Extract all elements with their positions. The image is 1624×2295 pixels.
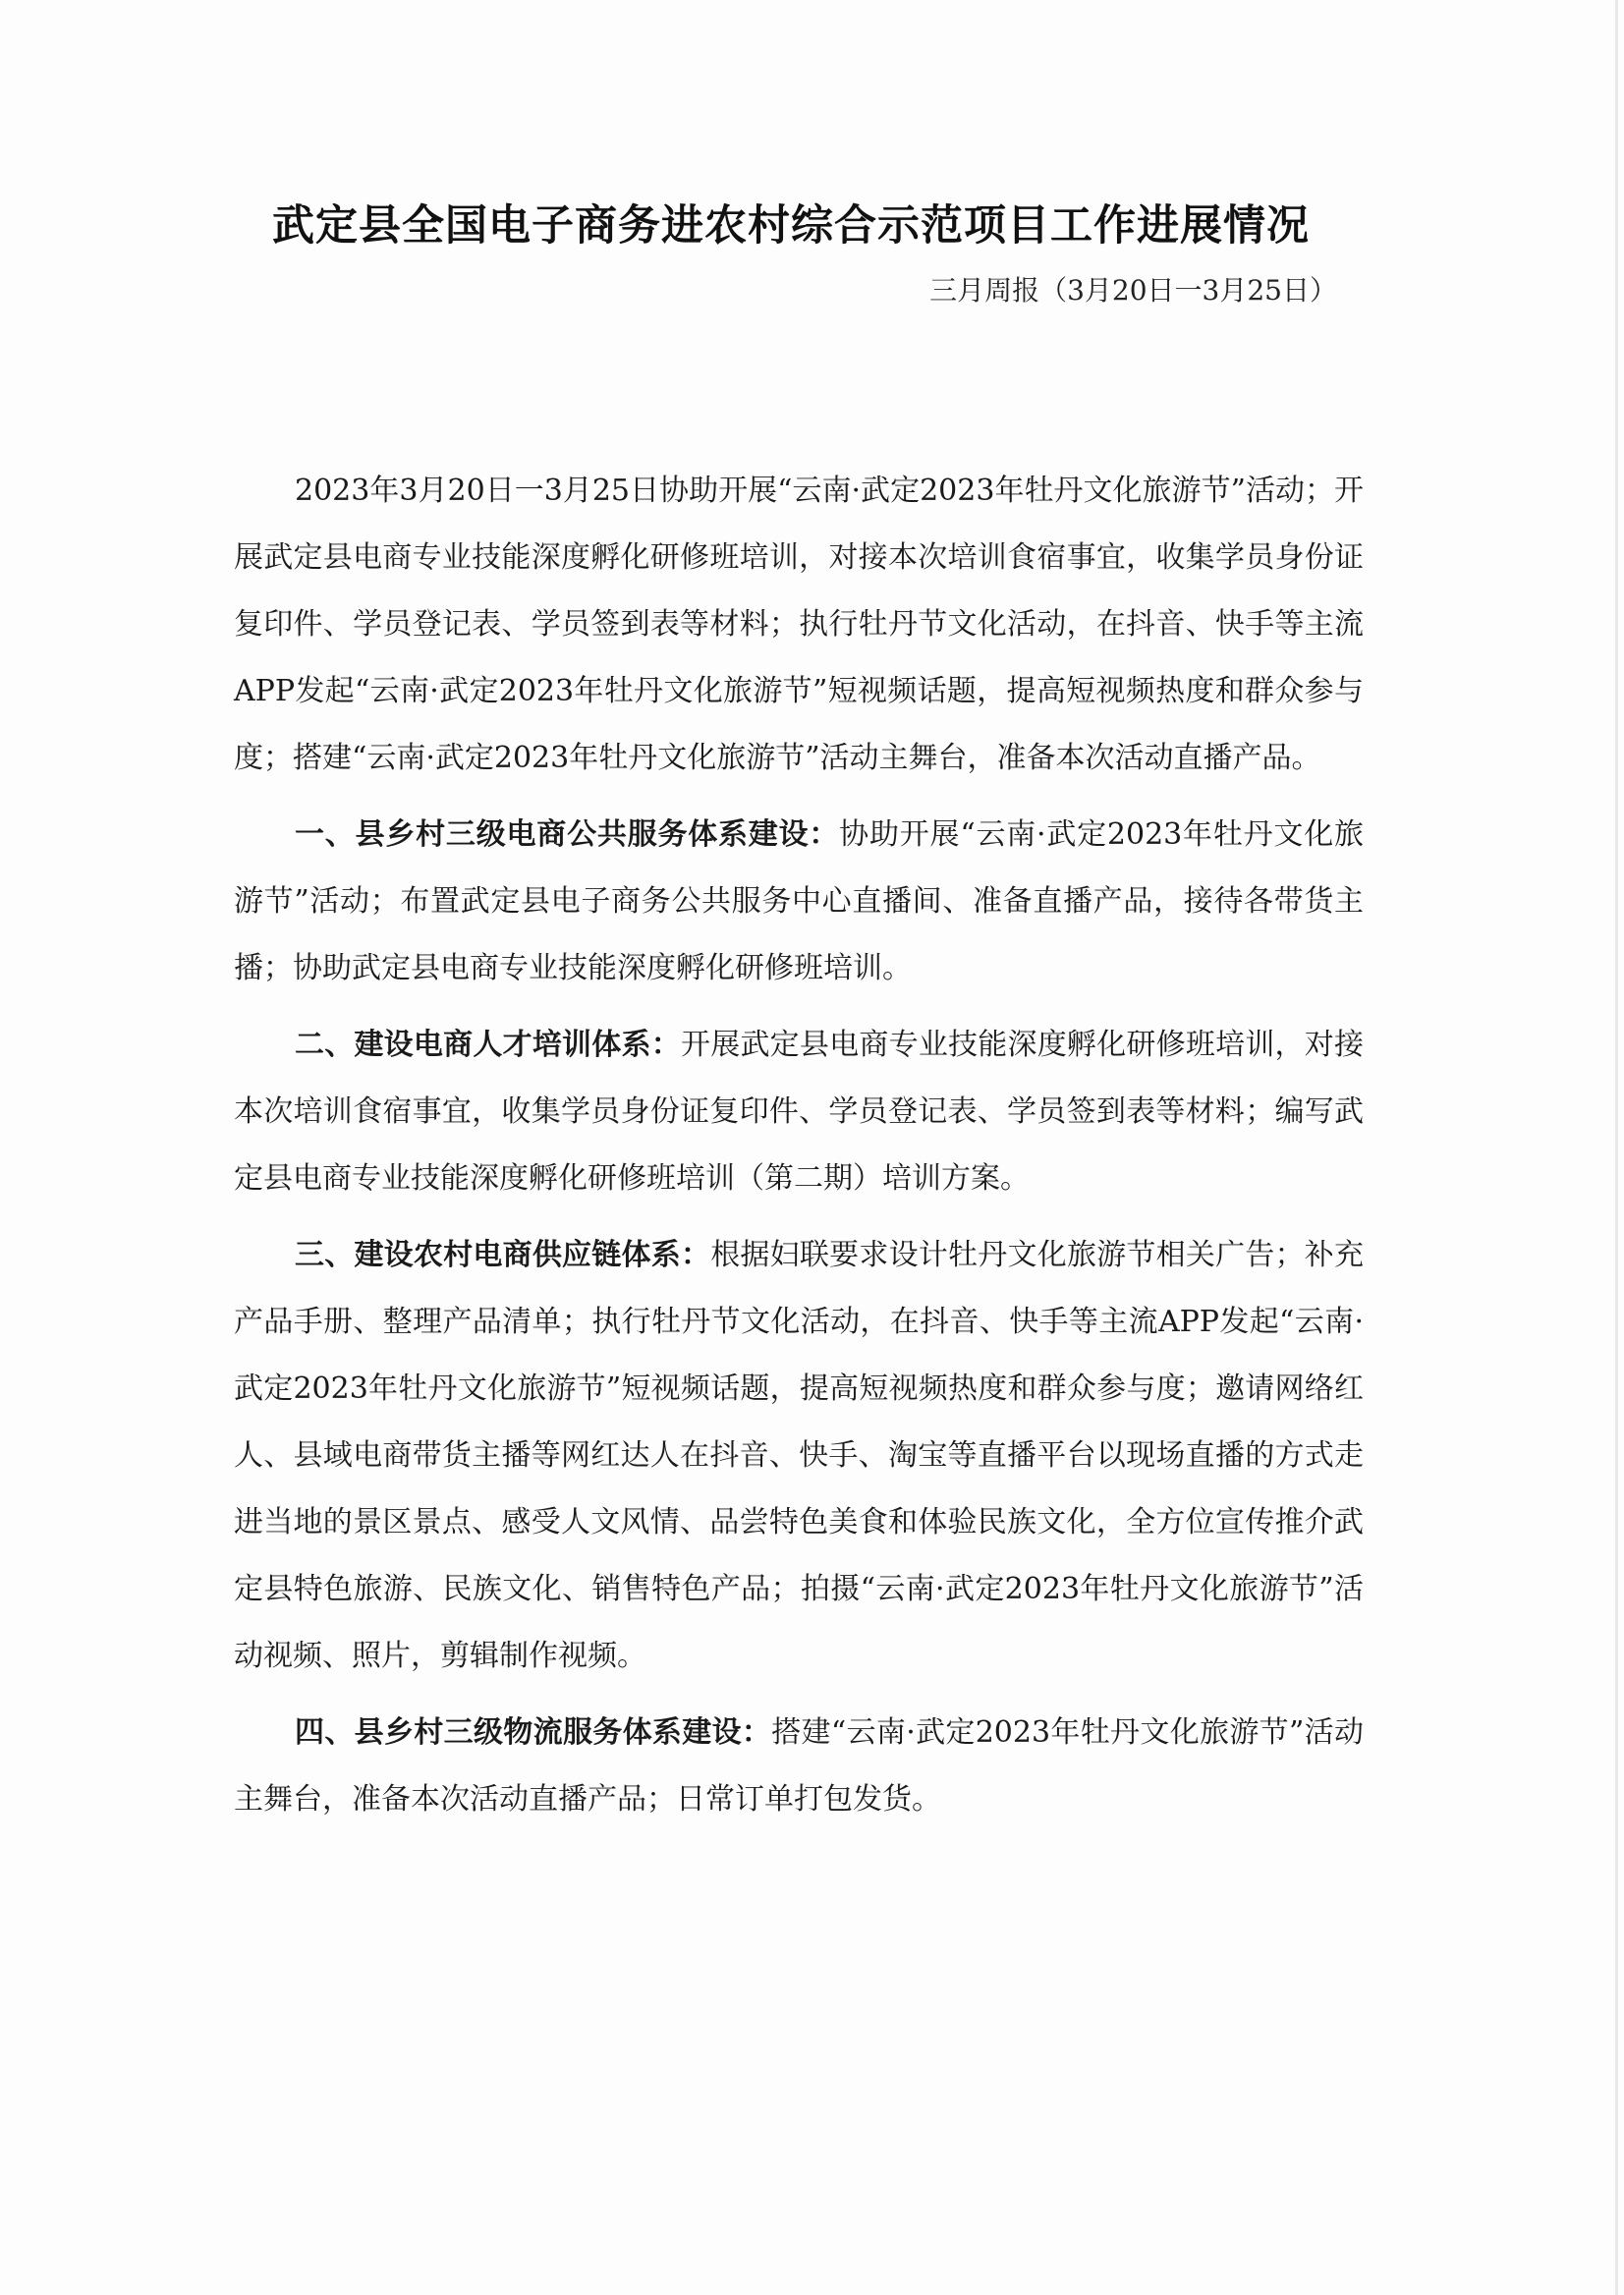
section-paragraph-3 (234, 1222, 1364, 1690)
section-text-2: 开展武定县电商专业技能深度孵化研修班培训，对接本次培训食宿事宜，收集学员身份证复印件、学员登记表、学员签到表等材料；编写武定县电商专业技能深度孵化研修班培训（第二期）培训方案。 (234, 1028, 1365, 1196)
document-body (234, 458, 1364, 1843)
section-heading-4: 四、县乡村三级物流服务体系建设： (295, 1715, 772, 1750)
intro-paragraph: 2023年3月20日一3月25日协助开展“云南·武定2023年牡丹文化旅游节”活动；开展武定县电商专业技能深度孵化研修班培训，对接本次培训食宿事宜，收集学员身份证复印件、学员登记表、学员签到表等材料；执行牡丹节文化活动，在抖音、快手等主流APP发起“云南·武定2023年牡丹文化旅游节”短视频话题，提高短视频热度和群众参与度；搭建“云南·武定2023年牡丹文化旅游节”活动主舞台，准备本次活动直播产品。 (234, 474, 1364, 775)
section-heading-2: 二、建设电商人才培训体系： (295, 1028, 681, 1062)
section-text-1: 协助开展“云南·武定2023年牡丹文化旅游节”活动；布置武定县电子商务公共服务中心直播间、准备直播产品，接待各带货主播；协助武定县电商专业技能深度孵化研修班培训。 (234, 817, 1364, 985)
section-paragraph-2 (234, 1012, 1364, 1212)
document-title: 武定县全国电子商务进农村综合示范项目工作进展情况 (272, 201, 1310, 251)
section-paragraph-1 (234, 802, 1364, 1002)
section-text-4: 搭建“云南·武定2023年牡丹文化旅游节”活动主舞台，准备本次活动直播产品；日常订单打包发货。 (234, 1715, 1365, 1817)
section-heading-3: 三、建设农村电商供应链体系： (295, 1238, 711, 1272)
scan-edge-line (1615, 0, 1618, 2295)
section-text-3: 根据妇联要求设计牡丹文化旅游节相关广告；补充产品手册、整理产品清单；执行牡丹节文化活动，在抖音、快手等主流APP发起“云南·武定2023年牡丹文化旅游节”短视频话题，提高短视频热度和群众参与度；邀请网络红人、县域电商带货主播等网红达人在抖音、快手、淘宝等直播平台以现场直播的方式走进当地的景区景点、感受人文风情、品尝特色美食和体验民族文化，全方位宣传推介武定县特色旅游、民族文化、销售特色产品；拍摄“云南·武定2023年牡丹文化旅游节”活动视频、照片，剪辑制作视频。 (234, 1238, 1365, 1673)
document-subtitle: 三月周报（3月20日一3月25日） (929, 274, 1337, 307)
section-paragraph-4 (234, 1700, 1364, 1833)
section-heading-1: 一、县乡村三级电商公共服务体系建设： (295, 817, 840, 852)
